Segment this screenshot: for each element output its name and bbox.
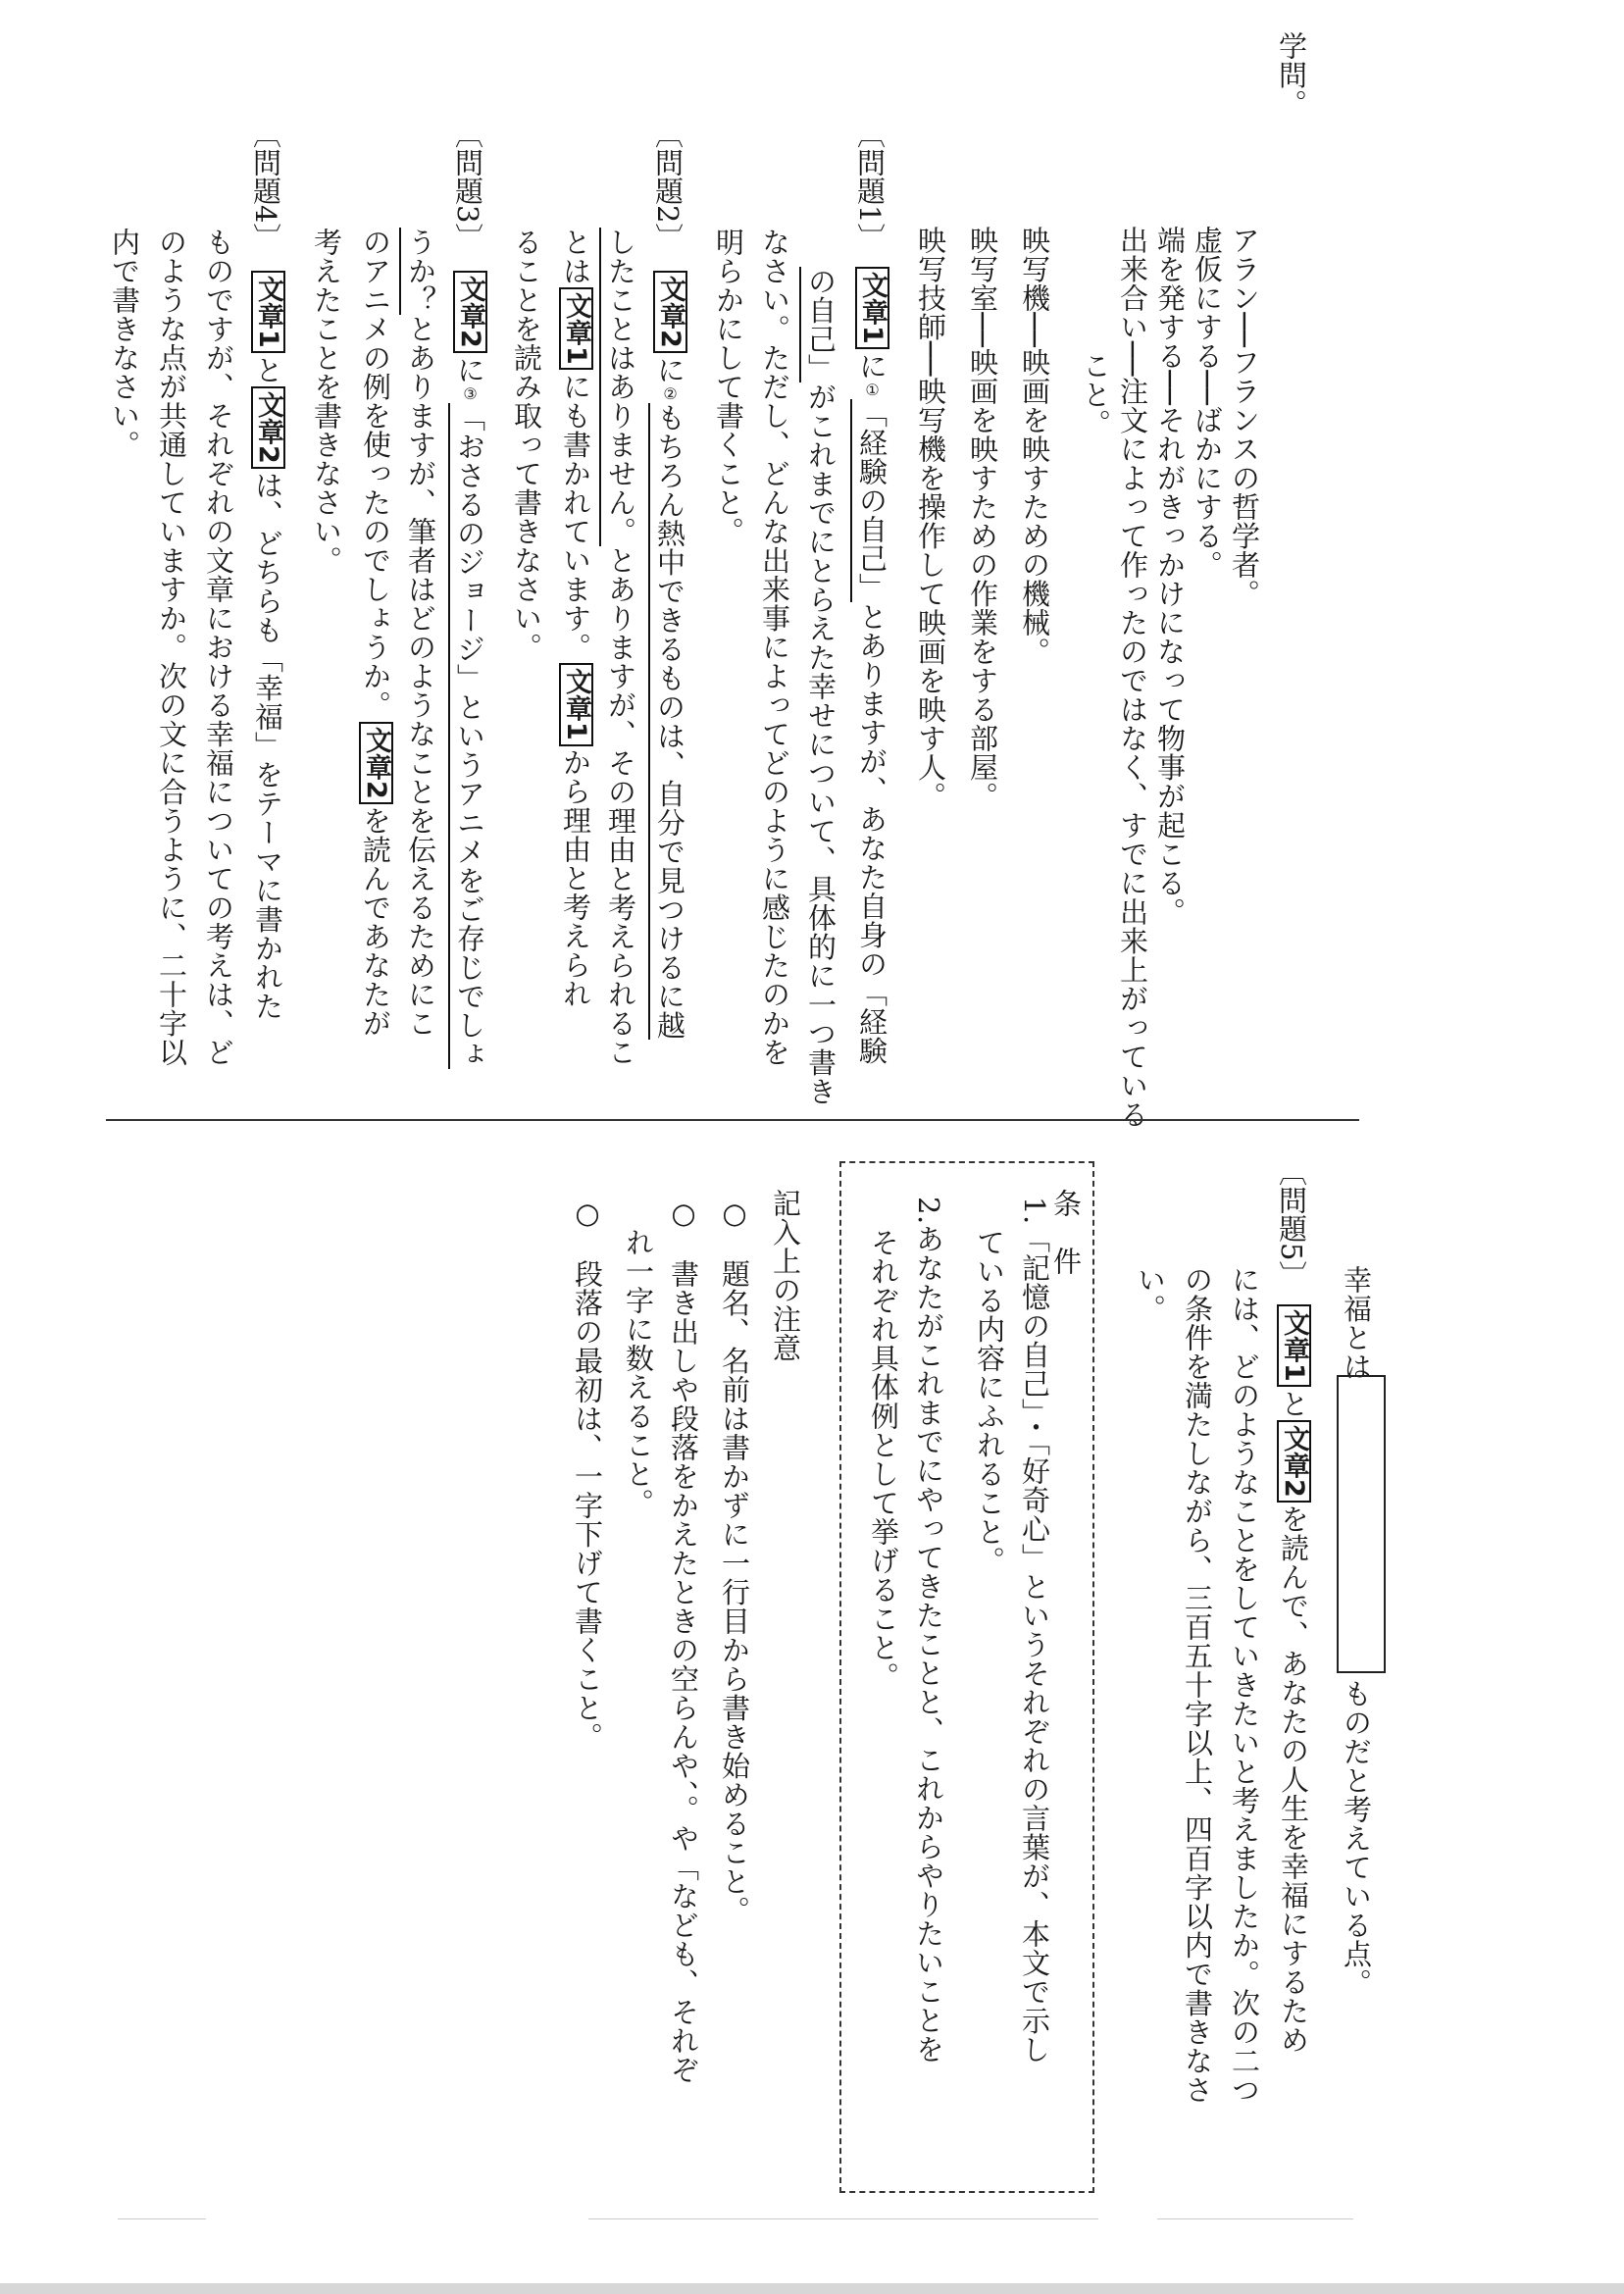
q2-ref-box-2: 文章1 — [559, 287, 593, 370]
q4-line3: のような点が共通していますか。次の文に合うように、二十字以 — [155, 228, 188, 1067]
q5-ref-box-1: 文章1 — [1277, 1304, 1311, 1387]
q3-ref-box-2: 文章2 — [359, 722, 393, 804]
footnote-eishashitsu: 映写室──映画を映すための作業をする部屋。 — [966, 226, 999, 811]
q2-ref-box-3: 文章1 — [559, 663, 593, 745]
answer-sentence-before: 幸福とは — [1340, 1265, 1373, 1381]
condition-1-line1: 1.「記憶の自己」・「好奇心」というそれぞれの言葉が、本文で示し — [1018, 1197, 1051, 2065]
q5-label: 〔問題5〕 — [1275, 1157, 1308, 1290]
note-3: ○ 段落の最初は、一字下げて書くこと。 — [571, 1197, 604, 1752]
q1-mark: ① — [863, 380, 882, 400]
q2-line4: ることを読み取って書きなさい。 — [510, 228, 543, 662]
footnote-alain: アラン──フランスの哲学者。 — [1228, 226, 1261, 608]
q3-mark: ③ — [461, 383, 480, 404]
q1-line3: なさい。ただし、どんな出来事によってどのように感じたのかを — [758, 228, 791, 1067]
note-2-line1: ○ 書き出しや段落をかえたときの空らんや、。や「なども、それぞ — [667, 1197, 700, 2084]
q2-mark: ② — [661, 383, 680, 404]
q5-line2: には、どのようなことをしていきたいと考えましたか。次の二つ — [1228, 1265, 1261, 2105]
footnote-kokenisuru: 虚仮にする──ばかにする。 — [1191, 226, 1224, 580]
q5-ref-box-2: 文章2 — [1277, 1420, 1311, 1503]
footnote-dekiai: 出来合い──注文によって作ったのではなく、すでに出来上がっている — [1116, 226, 1149, 1129]
q2-label: 〔問題2〕 — [651, 120, 685, 252]
condition-2-line2: それぞれ具体例として挙げること。 — [867, 1228, 900, 1691]
note-2-line2: れ一字に数えること。 — [622, 1228, 655, 1517]
q2-line3: とは文章1にも書かれています。文章1から理由と考えられ — [559, 228, 592, 1009]
q3-line2: うか？とありますが、筆者はどのようなことを伝えるためにこ — [406, 228, 434, 1038]
note-1: ○ 題名、名前は書かずに一行目から書き始めること。 — [718, 1197, 751, 1925]
q2-quote: もちろん熱中できるものは、自分で見つけるに越 — [648, 403, 686, 1040]
footnote-eishagishi: 映写技師──映写機を操作して映画を映す人。 — [914, 226, 947, 811]
section-divider — [106, 1119, 1359, 1121]
q5-line3: の条件を満たしながら、三百五十字以上、四百字以内で書きなさ — [1181, 1265, 1214, 2105]
scan-line-2 — [588, 2218, 1098, 2219]
condition-2-line1: 2.あなたがこれまでにやってきたことと、これからやりたいことを — [912, 1197, 945, 2065]
q3-quote: 「おさるのジョージ」というアニメをご存じでしょ — [448, 403, 486, 1069]
q4-line1: 文章1と文章2は、どちらも「幸福」をテーマに書かれた — [251, 269, 285, 1021]
scan-line-1 — [118, 2218, 206, 2219]
q1-ref-box: 文章1 — [855, 267, 889, 349]
q1-label: 〔問題1〕 — [853, 120, 887, 252]
q4-label: 〔問題4〕 — [249, 120, 282, 252]
q1-line1: 文章1に①「経験の自己」とありますが、あなた自身の「経験 — [855, 265, 889, 1065]
condition-1-line2: ている内容にふれること。 — [973, 1228, 1006, 1575]
q3-line4: 考えたことを書きなさい。 — [310, 228, 343, 575]
scan-bottom-strip — [0, 2283, 1624, 2294]
q3-ref-box: 文章2 — [453, 271, 487, 353]
footnote-gakumon-tail: 学問。 — [1275, 31, 1308, 119]
q4-ref-box-2: 文章2 — [251, 386, 285, 469]
q5-line4: い。 — [1134, 1265, 1167, 1323]
q4-line4: 内で書きなさい。 — [108, 228, 141, 459]
footnote-tanwohassuru: 端を発する──それがきっかけになって物事が起こる。 — [1153, 226, 1187, 927]
q5-line1: 文章1と文章2を読んで、あなたの人生を幸福にするため — [1277, 1302, 1311, 2055]
notes-title: 記入上の注意 — [769, 1189, 802, 1362]
q1-line2: の自己」がこれまでにとらえた幸せについて、具体的に一つ書き — [806, 267, 835, 1106]
q2-line1: 文章2に②もちろん熱中できるものは、自分で見つけるに越 — [653, 269, 687, 1040]
q1-quote: 「経験の自己」 — [850, 399, 888, 602]
q3-label: 〔問題3〕 — [451, 120, 484, 252]
answer-blank-box[interactable] — [1337, 1375, 1386, 1673]
q1-line4: 明らかにして書くこと。 — [712, 228, 745, 546]
q2-ref-box: 文章2 — [653, 271, 687, 353]
footnote-eishaki: 映写機──映画を映すための機械。 — [1018, 226, 1051, 666]
q3-line3: のアニメの例を使ったのでしょうか。文章2を読んであなたが — [359, 228, 392, 1038]
q4-line2: ものですが、それぞれの文章における幸福についての考えは、ど — [202, 228, 235, 1067]
footnote-dekiai-cont: こと。 — [1079, 351, 1112, 438]
scan-line-3 — [1157, 2218, 1353, 2219]
q3-line1: 文章2に③「おさるのジョージ」というアニメをご存じでしょ — [453, 269, 487, 1069]
conditions-title: 条 件 — [1051, 1185, 1080, 1280]
answer-sentence-after: ものだと考えている点。 — [1340, 1679, 1373, 1998]
q4-ref-box-1: 文章1 — [251, 271, 285, 353]
q2-line2: したことはありません。とありますが、その理由と考えられるこ — [606, 228, 634, 1067]
